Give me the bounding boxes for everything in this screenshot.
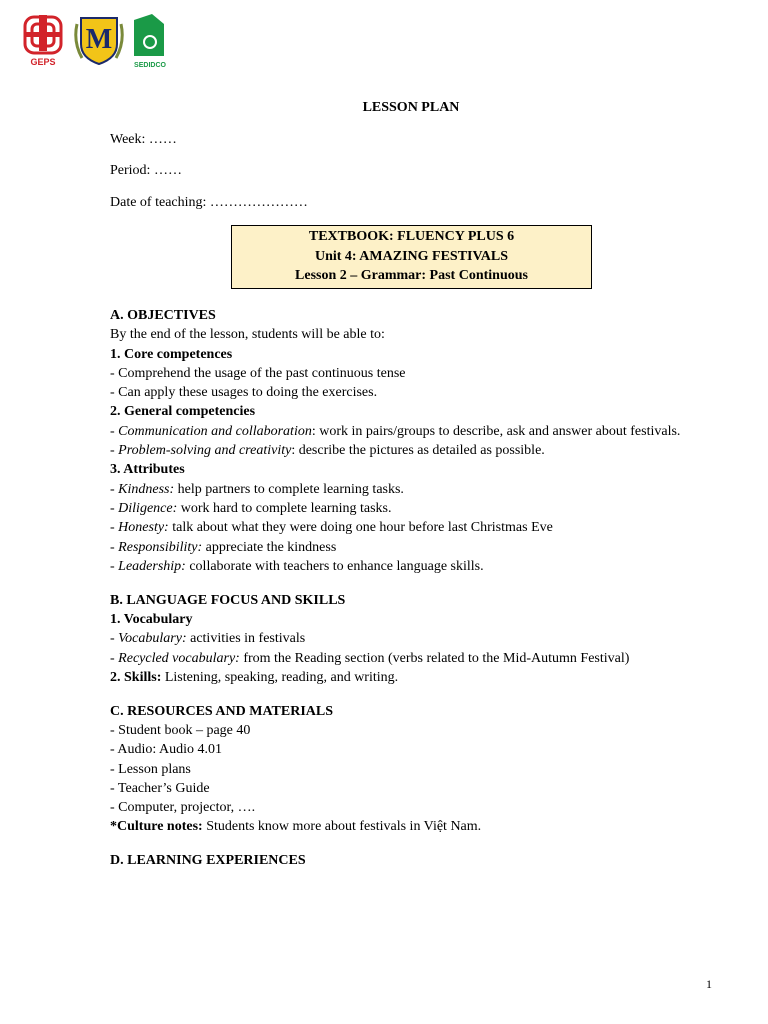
culture-notes-label: *Culture notes: [110, 819, 203, 835]
communication-text: : work in pairs/groups to describe, ask and answer about festivals. [311, 423, 681, 439]
page-title: LESSON PLAN [362, 100, 460, 115]
attribute-text: work hard to complete learning tasks. [177, 500, 392, 516]
page-number: 1 [706, 977, 712, 991]
attribute-label: Responsibility: [118, 539, 203, 555]
objectives-intro: By the end of the lesson, students will be able to: [110, 327, 385, 343]
attribute-label: Diligence: [118, 500, 178, 516]
attribute-item: - Diligence: work hard to complete learning tasks. [110, 500, 392, 516]
culture-notes-text: Students know more about festivals in Việt Nam. [202, 819, 482, 835]
attribute-text: appreciate the kindness [202, 539, 337, 555]
resource-item: - Computer, projector, …. [110, 800, 256, 816]
m-school-logo [72, 12, 126, 68]
vocabulary-item: - Vocabulary: activities in festivals [110, 631, 306, 647]
culture-notes-item [110, 817, 713, 836]
attribute-item: - Responsibility: appreciate the kindness [110, 539, 337, 555]
resource-item: - Student book – page 40 [110, 722, 251, 738]
skills-label: 2. Skills: [110, 669, 162, 685]
geps-logo [22, 12, 66, 68]
svg-text:M: M [85, 24, 113, 55]
textbook-title: TEXTBOOK: FLUENCY PLUS 6 [308, 229, 515, 244]
vocabulary-heading: 1. Vocabulary [110, 611, 193, 627]
learning-experiences-heading: D. LEARNING EXPERIENCES [110, 853, 306, 869]
unit-title: Unit 4: AMAZING FESTIVALS [314, 248, 509, 264]
communication-label: Communication and collaboration [118, 423, 312, 439]
vocabulary-label: Vocabulary: [118, 631, 187, 647]
recycled-vocabulary-text: from the Reading section (verbs related to the Mid-Autumn Festival) [239, 650, 630, 666]
resource-item: - Lesson plans [110, 761, 191, 777]
attributes-heading: 3. Attributes [110, 462, 185, 478]
lesson-content [110, 306, 713, 871]
svg-text:SEDIDCO: SEDIDCO [134, 62, 166, 69]
core-item: - Comprehend the usage of the past continuous tense [110, 365, 406, 381]
attribute-label: Kindness: [118, 481, 175, 497]
attribute-text: collaborate with teachers to enhance language skills. [185, 558, 484, 574]
attribute-text: help partners to complete learning tasks. [174, 481, 404, 497]
bullet-dash: - [110, 443, 119, 459]
problem-solving-text: : describe the pictures as detailed as possible. [291, 443, 545, 459]
attribute-text: talk about what they were doing one hour before last Christmas Eve [168, 520, 553, 536]
svg-text:GEPS: GEPS [30, 57, 56, 67]
general-competencies-heading: 2. General competencies [110, 404, 256, 420]
bullet-dash: - [110, 423, 119, 439]
vocabulary-text: activities in festivals [186, 631, 306, 647]
recycled-vocabulary-item: - Recycled vocabulary: from the Reading section (verbs related to the Mid-Autumn Festival) [110, 650, 630, 666]
week-field: Week: …… [110, 132, 177, 147]
attribute-label: Leadership: [118, 558, 186, 574]
period-field: Period: …… [110, 163, 182, 178]
resources-heading: C. RESOURCES AND MATERIALS [110, 703, 334, 719]
attribute-label: Honesty: [118, 520, 169, 536]
textbook-header-box [231, 225, 592, 289]
objectives-heading: A. OBJECTIVES [110, 308, 216, 323]
communication-item [110, 422, 713, 441]
recycled-vocabulary-label: Recycled vocabulary: [118, 650, 240, 666]
sedidco-logo [130, 12, 170, 70]
attribute-item: - Honesty: talk about what they were doing one hour before last Christmas Eve [110, 520, 553, 536]
attribute-item: - Kindness: help partners to complete learning tasks. [110, 481, 404, 497]
problem-solving-label: Problem-solving and creativity [118, 443, 292, 459]
core-competences-heading: 1. Core competences [110, 346, 233, 362]
date-of-teaching-field: Date of teaching: ………………… [110, 195, 308, 210]
attribute-item: - Leadership: collaborate with teachers to enhance language skills. [110, 558, 484, 574]
skills-item [110, 668, 713, 687]
language-focus-heading: B. LANGUAGE FOCUS AND SKILLS [110, 592, 346, 608]
problem-solving-item [110, 441, 713, 460]
lesson-title: Lesson 2 – Grammar: Past Continuous [295, 268, 528, 283]
resource-item: - Teacher’s Guide [110, 780, 210, 796]
skills-text: Listening, speaking, reading, and writing. [161, 669, 399, 685]
core-item: - Can apply these usages to doing the exercises. [110, 385, 378, 401]
resource-item: - Audio: Audio 4.01 [110, 742, 223, 758]
